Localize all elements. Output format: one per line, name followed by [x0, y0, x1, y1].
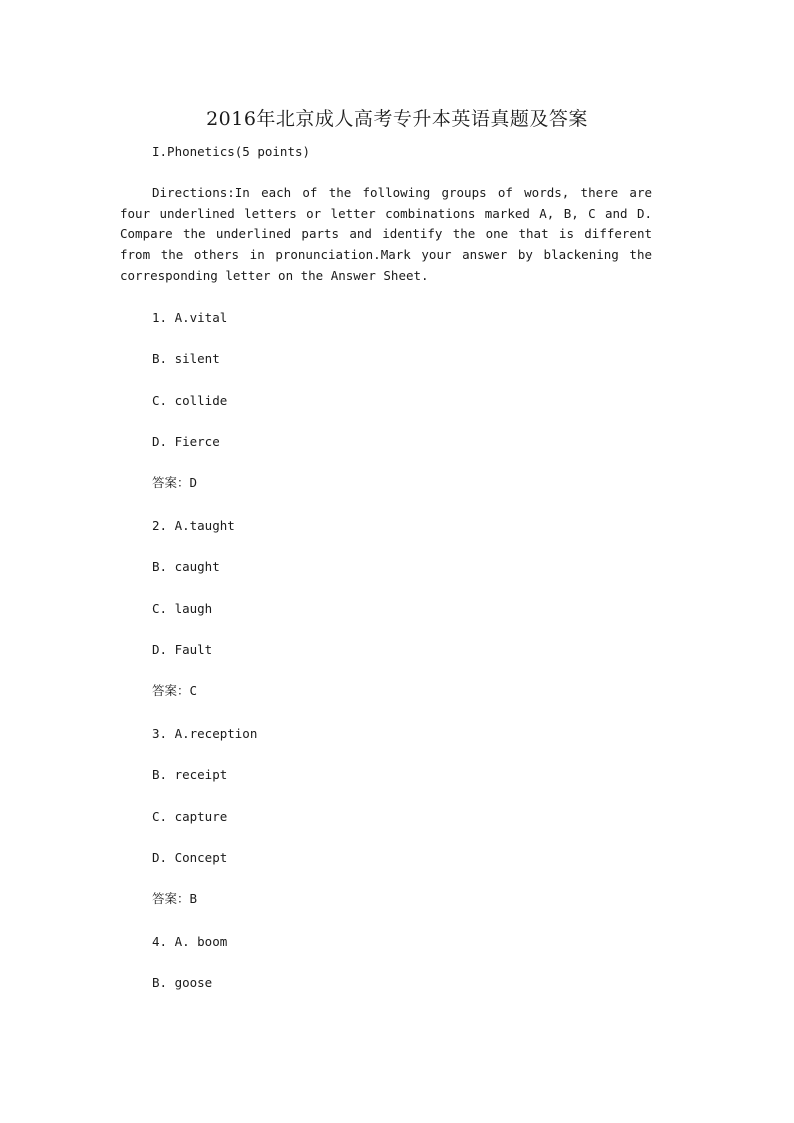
q3-answer: 答案：B — [152, 891, 198, 906]
q2-option-b: B. caught — [152, 559, 220, 574]
q4-option-a: 4. A. boom — [152, 934, 228, 949]
q2-option-a: 2. A.taught — [152, 518, 235, 533]
q1-option-a: 1. A.vital — [152, 310, 228, 325]
q1-answer: 答案：D — [152, 475, 198, 490]
q3-option-b: B. receipt — [152, 767, 228, 782]
q2-option-c: C. laugh — [152, 601, 213, 616]
q3-option-a: 3. A.reception — [152, 726, 258, 741]
document-title: 2016年北京成人高考专升本英语真题及答案 — [206, 108, 588, 130]
directions-paragraph: Directions:In each of the following groups of words, there are four underlined letters or letter combinations marked A, B, C and D. Compare the underlined parts and identify the one that is different from the others in pronunciation.Mark your answer by blackening the corresponding letter on the Answer Sheet. — [120, 185, 652, 283]
q1-option-d: D. Fierce — [152, 434, 220, 449]
q1-option-b: B. silent — [152, 351, 220, 366]
q1-option-c: C. collide — [152, 393, 228, 408]
q3-option-c: C. capture — [152, 809, 228, 824]
q3-option-d: D. Concept — [152, 850, 228, 865]
q2-answer: 答案：C — [152, 683, 198, 698]
section-heading: I.Phonetics(5 points) — [152, 144, 311, 159]
q4-option-b: B. goose — [152, 975, 213, 990]
q2-option-d: D. Fault — [152, 642, 213, 657]
